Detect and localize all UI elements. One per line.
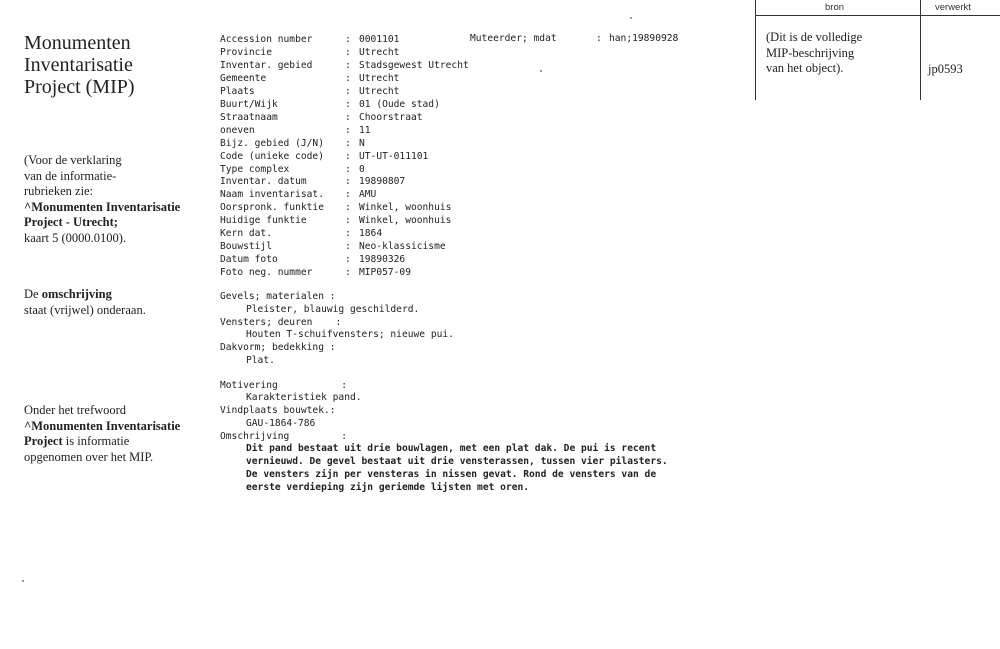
verwerkt-code: jp0593 xyxy=(928,62,963,76)
omschrijving-line: eerste verdieping zijn geriemde lijsten met oren. xyxy=(246,482,530,493)
note-reference-bold: ^Monumenten Inventarisatie xyxy=(24,418,181,433)
scan-speck xyxy=(22,580,24,582)
field-colon: : xyxy=(345,189,351,201)
note-text: is informatie xyxy=(62,434,130,448)
field-colon: : xyxy=(345,267,351,279)
note-line: van de informatie- xyxy=(24,168,117,183)
field-value: UT-UT-011101 xyxy=(359,150,429,162)
field-value: MIP057-09 xyxy=(359,267,411,279)
field-label: Bouwstijl xyxy=(220,241,272,253)
field-value: AMU xyxy=(359,189,377,201)
field-colon: : xyxy=(345,241,351,253)
vindplaats-value: GAU-1864-786 xyxy=(246,418,316,429)
field-value: N xyxy=(359,137,365,149)
field-colon: : xyxy=(345,150,351,162)
field-value: han;19890928 xyxy=(609,33,679,44)
note-line: staat (vrijwel) onderaan. xyxy=(24,302,146,317)
field-colon: : xyxy=(345,215,351,227)
description-note xyxy=(24,287,146,318)
verwerkt-header: verwerkt xyxy=(935,2,971,13)
explanation-note xyxy=(24,153,180,246)
field-colon: : xyxy=(345,254,351,266)
scan-speck xyxy=(630,17,632,19)
omschrijving-line: Dit pand bestaat uit drie bouwlagen, met een plat dak. De pui is recent xyxy=(246,443,657,454)
field-colon: : xyxy=(345,34,351,45)
field-value: Utrecht xyxy=(359,46,400,58)
scan-speck xyxy=(540,70,542,72)
field-value: 0 xyxy=(359,163,365,175)
note-line: rubrieken zie: xyxy=(24,184,94,198)
field-label: Naam inventarisat. xyxy=(220,189,324,201)
bron-verwerkt-table xyxy=(755,0,1000,100)
field-value: 11 xyxy=(359,124,371,136)
field-label: Datum foto xyxy=(220,254,278,266)
field-value: Choorstraat xyxy=(359,111,423,123)
field-label: Buurt/Wijk xyxy=(220,98,278,110)
field-value: Utrecht xyxy=(359,85,400,97)
title-line: Inventarisatie xyxy=(24,54,133,76)
note-line: opgenomen over het MIP. xyxy=(24,449,154,464)
bron-line: MIP-beschrijving xyxy=(766,45,855,60)
note-line: (Voor de verklaring xyxy=(24,153,122,167)
field-colon: : xyxy=(345,202,351,214)
field-label: Oorspronk. funktie xyxy=(220,202,324,214)
field-value: Neo-klassicisme xyxy=(359,241,446,253)
field-colon: : xyxy=(345,59,351,71)
note-keyword-bold: omschrijving xyxy=(41,287,112,301)
omschrijving-label: Omschrijving : xyxy=(220,431,348,442)
omschrijving-line: vernieuwd. De gevel bestaat uit drie vensterassen, tussen vier pilasters. xyxy=(246,456,668,467)
field-label: Straatnaam xyxy=(220,111,278,123)
vindplaats-label: Vindplaats bouwtek.: xyxy=(220,405,336,416)
page-title xyxy=(24,32,135,98)
bron-line: (Dit is de volledige xyxy=(766,30,863,44)
motivering-value: Karakteristiek pand. xyxy=(246,392,362,403)
field-label: oneven xyxy=(220,124,255,136)
title-line: Project (MIP) xyxy=(24,76,135,98)
motivering-label: Motivering : xyxy=(220,380,348,391)
vensters-value: Houten T-schuifvensters; nieuwe pui. xyxy=(246,329,454,340)
field-value: 19890807 xyxy=(359,176,406,188)
field-value: 1864 xyxy=(359,228,383,240)
field-label: Type complex xyxy=(220,163,290,175)
field-label: Kern dat. xyxy=(220,228,272,240)
table-header-rule xyxy=(755,15,1000,16)
field-colon: : xyxy=(345,176,351,188)
note-line: kaart 5 (0000.0100). xyxy=(24,230,127,245)
dakvorm-value: Plat. xyxy=(246,355,275,366)
dakvorm-label: Dakvorm; bedekking : xyxy=(220,342,336,353)
field-label: Code (unieke code) xyxy=(220,150,324,162)
vensters-label: Vensters; deuren : xyxy=(220,317,342,328)
omschrijving-line: De vensters zijn per vensteras in nissen gevat. Rond de vensters van de xyxy=(246,469,657,480)
note-reference-bold: Project - Utrecht; xyxy=(24,215,118,229)
field-colon: : xyxy=(345,85,351,97)
field-colon: : xyxy=(345,46,351,58)
field-label: Plaats xyxy=(220,85,255,97)
note-text: De xyxy=(24,287,42,301)
field-label: Gemeente xyxy=(220,72,267,84)
field-label: Provincie xyxy=(220,46,272,58)
field-value: 19890326 xyxy=(359,254,406,266)
note-reference-bold: Project xyxy=(24,434,63,448)
field-label: Huidige funktie xyxy=(220,215,307,227)
field-label: Foto neg. nummer xyxy=(220,267,313,279)
field-colon: : xyxy=(345,124,351,136)
field-label: Muteerder; mdat xyxy=(470,33,557,44)
note-reference-bold: ^Monumenten Inventarisatie xyxy=(24,199,181,214)
keyword-note xyxy=(24,403,180,465)
field-value: 0001101 xyxy=(359,34,400,45)
bron-description xyxy=(766,30,862,77)
field-label: Bijz. gebied (J/N) xyxy=(220,137,324,149)
field-colon: : xyxy=(345,111,351,123)
note-line: Onder het trefwoord xyxy=(24,403,127,417)
field-colon: : xyxy=(345,137,351,149)
field-value: Utrecht xyxy=(359,72,400,84)
field-value: Winkel, woonhuis xyxy=(359,215,452,227)
title-line: Monumenten xyxy=(24,32,131,54)
field-value: 01 (Oude stad) xyxy=(359,98,440,110)
bron-header: bron xyxy=(825,2,845,13)
field-label: Inventar. datum xyxy=(220,176,307,188)
gevels-label: Gevels; materialen : xyxy=(220,291,336,302)
field-colon: : xyxy=(345,72,351,84)
gevels-value: Pleister, blauwig geschilderd. xyxy=(246,304,420,315)
field-value: Stadsgewest Utrecht xyxy=(359,59,469,71)
field-colon: : xyxy=(345,163,351,175)
field-label: Accession number xyxy=(220,34,313,45)
field-colon: : xyxy=(345,98,351,110)
field-value: Winkel, woonhuis xyxy=(359,202,452,214)
bron-line: van het object). xyxy=(766,61,844,75)
field-colon: : xyxy=(345,228,351,240)
field-colon: : xyxy=(596,33,602,44)
field-label: Inventar. gebied xyxy=(220,59,313,71)
